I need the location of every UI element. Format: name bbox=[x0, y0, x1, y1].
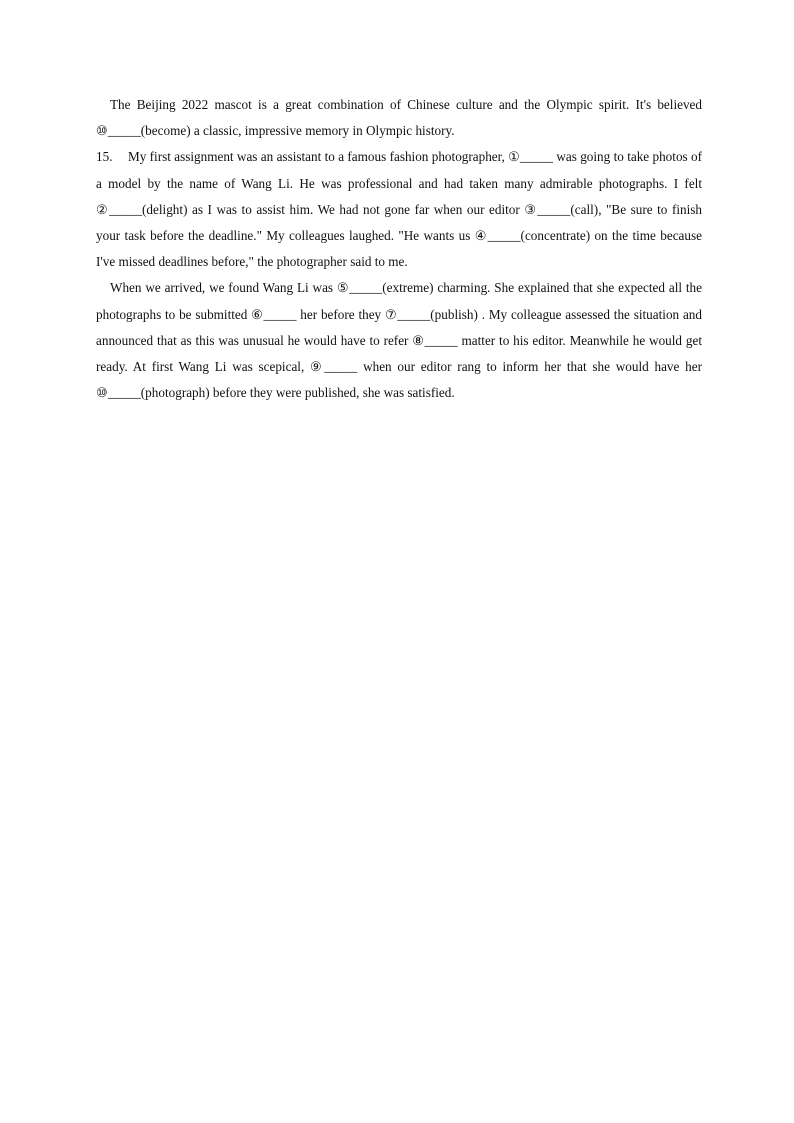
document-body bbox=[96, 92, 702, 406]
question-15-paragraph-1 bbox=[96, 144, 702, 275]
intro-paragraph: The Beijing 2022 mascot is a great combination of Chinese culture and the Olympic spirit. It's believed ⑩_____(become) a classic, impressive memory in Olympic history. bbox=[96, 97, 702, 139]
question-15-paragraph-2: When we arrived, we found Wang Li was ⑤_____(extreme) charming. She explained that she expected all the photographs to be submitted ⑥_____ her before they ⑦_____(publish) . My colleague assessed the situation and announced that as this was unusual he would have to refer ⑧_____ matter to his editor. Meanwhile he would get ready. At first Wang Li was scepical, ⑨_____ when our editor rang to inform her that she would have her ⑩_____(photograph) before they were published, she was satisfied. bbox=[96, 280, 702, 401]
question-15-text-1: My first assignment was an assistant to a famous fashion photographer, ①_____ was going to take photos of a model by the name of Wang Li. He was professional and had taken many admirable photographs. I felt ②_____(delight) as I was to assist him. We had not gone far when our editor ③_____(call), "Be sure to finish your task before the deadline." My colleagues laughed. "He wants us ④_____(concentrate) on the time because I've missed deadlines before," the photographer said to me. bbox=[96, 149, 702, 270]
question-number: 15. bbox=[96, 149, 113, 165]
